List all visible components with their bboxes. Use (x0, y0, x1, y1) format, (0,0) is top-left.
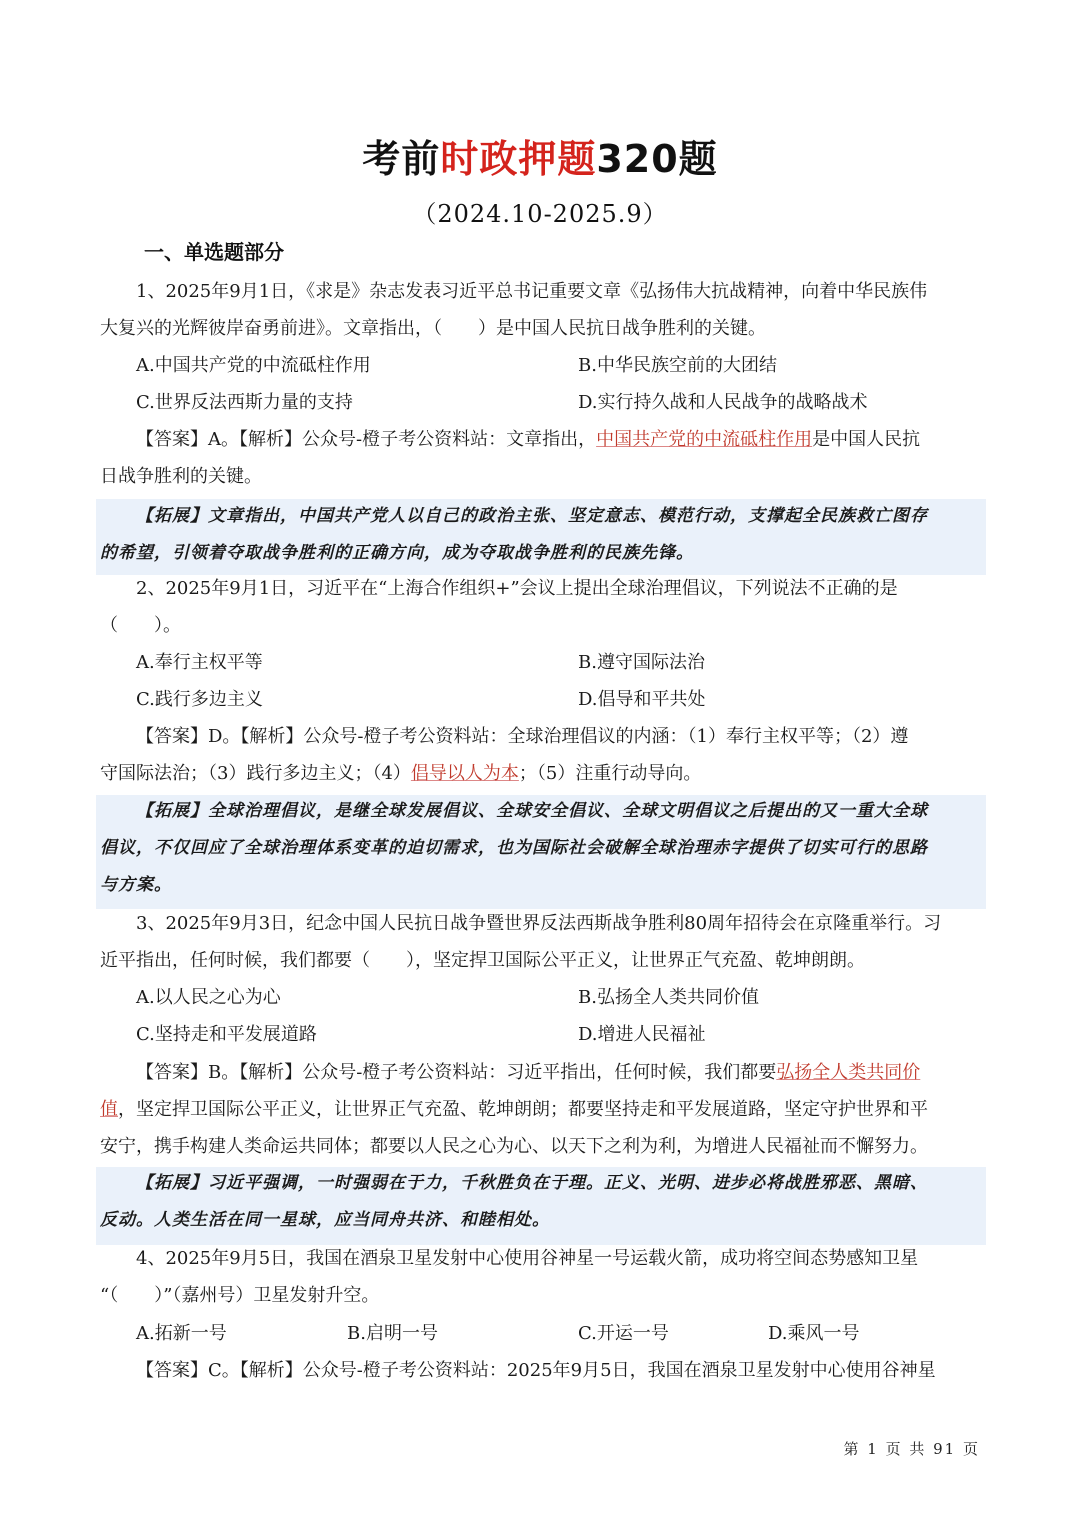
extension-line-2: 的希望，引领着夺取战争胜利的正确方向，成为夺取战争胜利的民族先锋。 (100, 543, 694, 563)
question-4-option-c: C.开运一号 (578, 1323, 669, 1344)
question-1-option-c: C.世界反法西斯力量的支持 (136, 392, 353, 413)
question-4-answer-line-1: 【答案】C。【解析】公众号-橙子考公资料站：2025年9月5日，我国在酒泉卫星发射中心使用谷神星 (136, 1360, 936, 1381)
question-3-answer (100, 1054, 980, 1165)
date-range-subtitle: （2024.10-2025.9） (412, 200, 668, 228)
extension-line-2: 倡议，不仅回应了全球治理体系变革的迫切需求，也为国际社会破解全球治理赤字提供了切实可行的思路 (100, 838, 928, 858)
question-4-option-b: B.启明一号 (347, 1323, 438, 1344)
question-3-option-d: D.增进人民福祉 (578, 1024, 706, 1045)
question-4-option-a: A.拓新一号 (136, 1323, 227, 1344)
title-part-2-highlight: 时政押题 (440, 137, 597, 181)
title-part-3: 320题 (596, 137, 718, 181)
extension-line-2: 反动。人类生活在同一星球，应当同舟共济、和睦相处。 (100, 1210, 550, 1230)
question-2-option-d: D.倡导和平共处 (578, 689, 706, 710)
answer-text: 【答案】B。【解析】公众号-橙子考公资料站：习近平指出，任何时候，我们都要 (136, 1062, 777, 1083)
question-2-extension (100, 793, 980, 904)
extension-line-1: 【拓展】全球治理倡议，是继全球发展倡议、全球安全倡议、全球文明倡议之后提出的又一重大全球 (136, 801, 928, 821)
question-3-extension (100, 1165, 980, 1239)
answer-highlight: 中国共产党的中流砥柱作用 (596, 429, 813, 450)
answer-highlight: 倡导以人为本 (410, 763, 519, 784)
question-3-option-b: B.弘扬全人类共同价值 (578, 987, 759, 1008)
question-1-answer-line-1 (100, 421, 980, 458)
question-1-line-2: 大复兴的光辉彼岸奋勇前进》。文章指出，（ ）是中国人民抗日战争胜利的关键。 (100, 318, 766, 339)
question-4-answer (100, 1352, 980, 1389)
question-2-line-1: 2、2025年9月1日，习近平在“上海合作组织+”会议上提出全球治理倡议，下列说法不正确的是 (136, 578, 898, 599)
title-part-1: 考前 (362, 137, 441, 181)
page-number-footer: 第 1 页 共 91 页 (843, 1440, 980, 1458)
question-2-line-2: （ ）。 (100, 615, 181, 636)
question-2-option-a: A.奉行主权平等 (136, 652, 263, 673)
question-1-answer (100, 421, 980, 495)
question-2-option-b: B.遵守国际法治 (578, 652, 705, 673)
extension-line-3: 与方案。 (100, 875, 172, 895)
question-3-line-1: 3、2025年9月3日，纪念中国人民抗日战争暨世界反法西斯战争胜利80周年招待会在京隆重举行。习 (136, 913, 942, 934)
question-1-extension-box (96, 499, 986, 575)
question-2-answer-line-1: 【答案】D。【解析】公众号-橙子考公资料站：全球治理倡议的内涵：（1）奉行主权平等；（2）遵 (136, 726, 909, 747)
question-1-extension (100, 498, 980, 572)
question-3-extension-box (96, 1167, 986, 1245)
page-title (0, 128, 1080, 183)
question-2-extension-box (96, 795, 986, 909)
question-1-option-b: B.中华民族空前的大团结 (578, 355, 777, 376)
question-4-option-d: D.乘风一号 (768, 1323, 860, 1344)
question-2 (100, 570, 980, 644)
question-2-option-c: C.践行多边主义 (136, 689, 263, 710)
extension-line-1: 【拓展】文章指出，中国共产党人以自己的政治主张、坚定意志、模范行动，支撑起全民族救亡图存 (136, 506, 928, 526)
question-1-option-a: A.中国共产党的中流砥柱作用 (136, 355, 371, 376)
answer-text: 【答案】A。【解析】公众号-橙子考公资料站：文章指出， (136, 429, 597, 450)
answer-text: ，坚定捍卫国际公平正义，让世界正气充盈、乾坤朗朗；都要坚持走和平发展道路，坚定守护世界和平 (118, 1099, 928, 1120)
question-2-answer-line-2 (100, 755, 980, 792)
question-1-line-1: 1、2025年9月1日，《求是》杂志发表习近平总书记重要文章《弘扬伟大抗战精神，向着中华民族伟 (136, 281, 928, 302)
question-1 (100, 273, 980, 347)
answer-highlight: 值 (100, 1099, 118, 1120)
answer-text: ；（5）注重行动导向。 (518, 763, 702, 784)
answer-highlight: 弘扬全人类共同价 (776, 1062, 921, 1083)
question-3-option-c: C.坚持走和平发展道路 (136, 1024, 317, 1045)
question-4-line-2: “（ ）”（嘉州号）卫星发射升空。 (100, 1285, 380, 1306)
question-3-answer-line-2 (100, 1091, 980, 1128)
question-1-answer-line-2: 日战争胜利的关键。 (100, 466, 262, 487)
question-3-option-a: A.以人民之心为心 (136, 987, 281, 1008)
answer-text: 守国际法治；（3）践行多边主义；（4） (100, 763, 411, 784)
question-3-answer-line-3: 安宁，携手构建人类命运共同体；都要以人民之心为心、以天下之利为利，为增进人民福祉而不懈努力。 (100, 1136, 928, 1157)
question-1-option-d: D.实行持久战和人民战争的战略战术 (578, 392, 868, 413)
question-4-line-1: 4、2025年9月5日，我国在酒泉卫星发射中心使用谷神星一号运载火箭，成功将空间态势感知卫星 (136, 1248, 919, 1269)
question-2-answer (100, 718, 980, 792)
question-3-line-2: 近平指出，任何时候，我们都要（ ），坚定捍卫国际公平正义，让世界正气充盈、乾坤朗朗。 (100, 950, 865, 971)
question-3 (100, 905, 980, 979)
question-4 (100, 1240, 980, 1314)
answer-text: 是中国人民抗 (812, 429, 921, 450)
extension-line-1: 【拓展】习近平强调，一时强弱在于力，千秋胜负在于理。正义、光明、进步必将战胜邪恶、黑暗、 (136, 1173, 928, 1193)
section-heading: 一、单选题部分 (144, 240, 284, 264)
question-3-answer-line-1 (100, 1054, 980, 1091)
